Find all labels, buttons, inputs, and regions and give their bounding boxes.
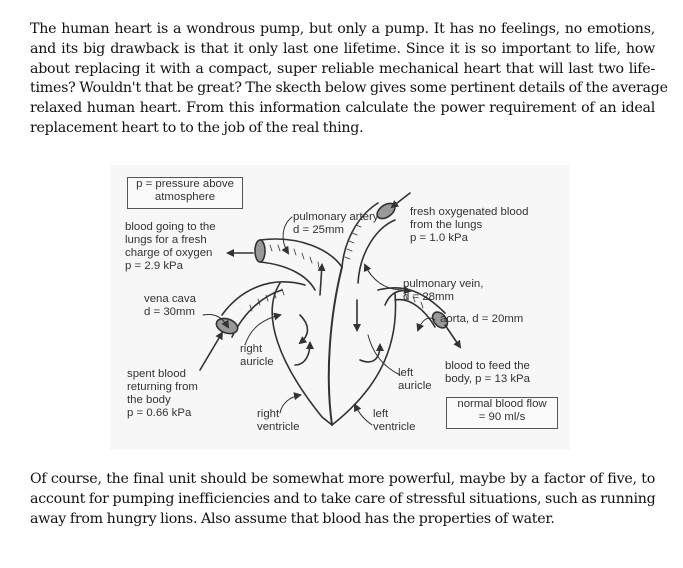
label-right-ventricle: right ventricle — [257, 408, 300, 433]
label-fresh-blood: fresh oxygenated blood from the lungs p = 1.0 kPa — [410, 206, 529, 244]
intro-line: and its big drawback is that it only last one lifetime. Since it is so important to life, how — [30, 40, 655, 57]
intro-line: relaxed human heart. From this information calculate the power requirement of an ideal — [30, 100, 655, 117]
label-right-auricle: right auricle — [240, 343, 274, 368]
pulmonary-artery-opening — [255, 240, 265, 262]
arrow-from-lungs — [392, 193, 410, 207]
heart-outline-right — [272, 283, 332, 425]
label-pulmonary-artery: pulmonary artery d = 25mm — [293, 211, 379, 236]
blood-flow-box — [446, 397, 558, 429]
pressure-note-line: atmosphere — [154, 191, 216, 203]
flow-arrow — [300, 315, 308, 343]
hatch-marks — [250, 225, 423, 311]
heart-outline-left — [332, 293, 396, 425]
leader-pulmonary-artery — [283, 217, 292, 253]
label-blood-to-body: blood to feed the body, p = 13 kPa — [445, 360, 530, 385]
closing-line: Of course, the final unit should be somewhat more powerful, maybe by a factor of five, to — [30, 471, 655, 487]
arrow-from-body — [200, 333, 222, 370]
closing-paragraph — [30, 470, 655, 529]
intro-line: The human heart is a wondrous pump, but only a pump. It has no feelings, no emotions, — [30, 21, 655, 37]
pulmonary-artery-tube-top — [260, 239, 342, 267]
pressure-note-box — [127, 177, 243, 209]
leader-left-auricle — [368, 335, 400, 375]
pressure-note-line: p = pressure above — [136, 178, 234, 190]
pulmonary-artery-tube-bottom — [260, 262, 315, 290]
intro-paragraph — [30, 20, 668, 139]
blood-flow-line: = 90 ml/s — [478, 411, 526, 423]
closing-line: away from hungry lions. Also assume that blood has the properties of water. — [30, 510, 555, 527]
blood-flow-line: normal blood flow — [457, 398, 547, 410]
arrow-to-body — [445, 325, 460, 347]
septum — [329, 267, 342, 425]
leader-pulmonary-vein — [365, 265, 402, 290]
flow-arrow — [320, 265, 322, 295]
closing-line: account for pumping inefficiencies and to take care of stressful situations, such as running — [30, 490, 656, 507]
intro-line: about replacing it with a compact, super reliable mechanical heart that will last two life- — [30, 60, 655, 77]
label-spent-blood: spent blood returning from the body p = 0.66 kPa — [127, 368, 198, 419]
label-blood-to-lungs: blood going to the lungs for a fresh charge of oxygen p = 2.9 kPa — [125, 221, 216, 272]
flow-arrow — [360, 345, 380, 362]
label-left-ventricle: left ventricle — [373, 408, 416, 433]
intro-line: times? Wouldn't that be great? The skecth below gives some pertinent details of the average — [30, 80, 668, 97]
intro-line: replacement heart to to the job of the real thing. — [30, 119, 364, 136]
label-pulmonary-vein: pulmonary vein, d = 28mm — [403, 278, 484, 303]
leader-left-ventricle — [355, 405, 372, 425]
heart-diagram — [110, 165, 570, 450]
label-aorta: aorta, d = 20mm — [440, 313, 524, 325]
flow-arrow — [295, 343, 310, 365]
label-vena-cava: vena cava d = 30mm — [144, 293, 196, 318]
label-left-auricle: left auricle — [398, 367, 432, 392]
